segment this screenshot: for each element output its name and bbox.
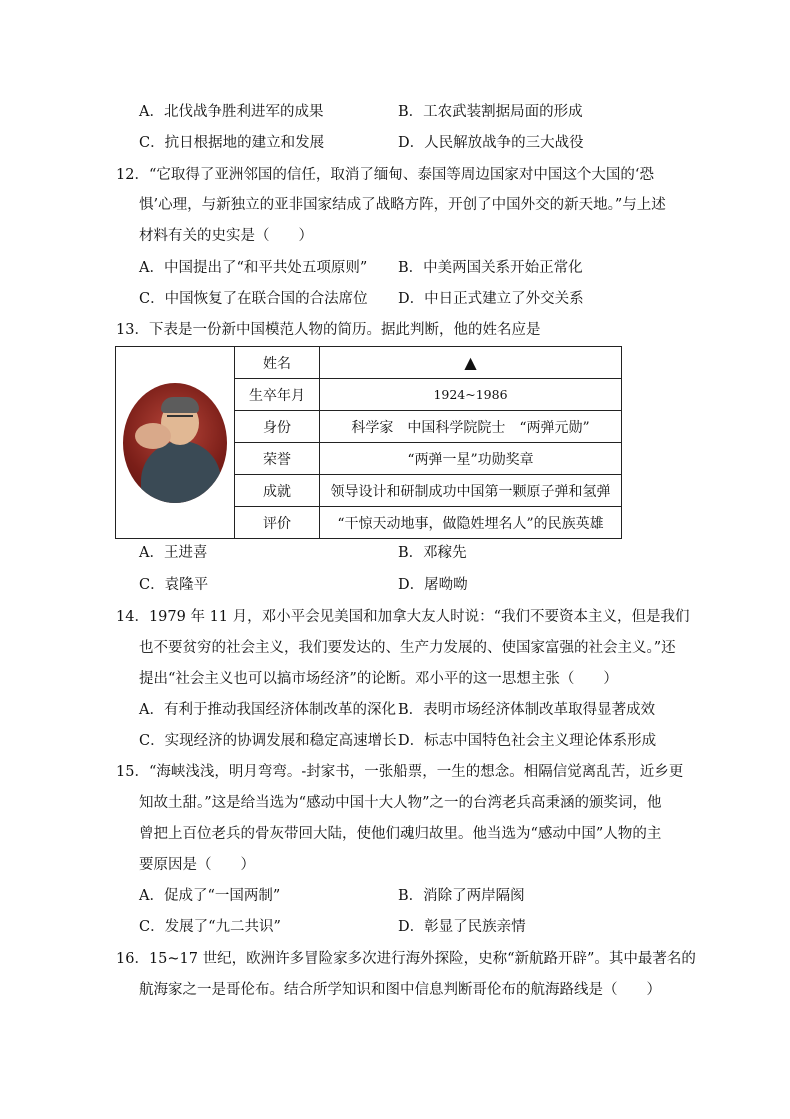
table-value-name: ▲: [320, 347, 622, 379]
q13-option-c: C．袁隆平: [139, 577, 209, 593]
q12-option-a: A．中国提出了“和平共处五项原则”: [139, 260, 368, 276]
q15-stem-line4: 要原因是（ ）: [139, 857, 255, 873]
table-value-identity: 科学家 中国科学院院士 “两弹元勋”: [320, 411, 622, 443]
q12-option-d: D．中日正式建立了外交关系: [398, 291, 584, 307]
q11-option-d: D．人民解放战争的三大战役: [398, 135, 584, 151]
table-label-evaluation: 评价: [235, 507, 320, 539]
table-label-honor: 荣誉: [235, 443, 320, 475]
q11-option-b: B．工农武装割据局面的形成: [398, 104, 583, 120]
q12-stem-line2: 惧’心理，与新独立的亚非国家结成了战略方阵，开创了中国外交的新天地。”与上述: [139, 197, 666, 213]
q15-stem-line2: 知故土甜。”这是给当选为“感动中国十大人物”之一的台湾老兵高秉涵的颁奖词，他: [139, 795, 662, 811]
q12-option-c: C．中国恢复了在联合国的合法席位: [139, 291, 368, 307]
q15-option-d: D．彰显了民族亲情: [398, 919, 526, 935]
portrait-photo: [123, 383, 227, 503]
q14-option-c: C．实现经济的协调发展和稳定高速增长: [139, 733, 397, 749]
q12-stem-line1: 12．“它取得了亚洲邻国的信任，取消了缅甸、泰国等周边国家对中国这个大国的‘恐: [116, 167, 654, 183]
q14-stem-line2: 也不要贫穷的社会主义，我们要发达的、生产力发展的、使国家富强的社会主义。”还: [139, 640, 676, 656]
table-value-honor: “两弹一星”功勋奖章: [320, 443, 622, 475]
table-value-years: 1924~1986: [320, 379, 622, 411]
table-label-years: 生卒年月: [235, 379, 320, 411]
q13-stem: 13．下表是一份新中国模范人物的简历。据此判断，他的姓名应是: [116, 322, 541, 338]
q13-option-a: A．王进喜: [139, 545, 208, 561]
q14-option-a: A．有利于推动我国经济体制改革的深化: [139, 702, 396, 718]
q15-option-a: A．促成了“一国两制”: [139, 888, 281, 904]
q15-stem-line1: 15．“海峡浅浅，明月弯弯。-封家书，一张船票，一生的想念。相隔信觉离乱苦，近乡更: [116, 764, 684, 780]
portrait-cell: [116, 347, 235, 539]
table-value-achievement: 领导设计和研制成功中国第一颗原子弹和氢弹: [320, 475, 622, 507]
table-label-achievement: 成就: [235, 475, 320, 507]
q16-stem-line1: 16．15~17 世纪，欧洲许多冒险家多次进行海外探险，史称“新航路开辟”。其中最著名的: [116, 951, 696, 967]
table-label-name: 姓名: [235, 347, 320, 379]
q16-stem-line2: 航海家之一是哥伦布。结合所学知识和图中信息判断哥伦布的航海路线是（ ）: [139, 982, 661, 998]
q11-option-c: C．抗日根据地的建立和发展: [139, 135, 325, 151]
q15-stem-line3: 曾把上百位老兵的骨灰带回大陆，使他们魂归故里。他当选为“感动中国”人物的主: [139, 826, 662, 842]
q12-option-b: B．中美两国关系开始正常化: [398, 260, 583, 276]
q12-stem-line3: 材料有关的史实是（ ）: [139, 228, 313, 244]
q14-option-b: B．表明市场经济体制改革取得显著成效: [398, 702, 656, 718]
table-value-evaluation: “干惊天动地事，做隐姓埋名人”的民族英雄: [320, 507, 622, 539]
q14-option-d: D．标志中国特色社会主义理论体系形成: [398, 733, 657, 749]
table-label-identity: 身份: [235, 411, 320, 443]
q15-option-c: C．发展了“九二共识”: [139, 919, 281, 935]
q14-stem-line3: 提出“社会主义也可以搞市场经济”的论断。邓小平的这一思想主张（ ）: [139, 671, 618, 687]
biography-table: [115, 346, 622, 539]
q14-stem-line1: 14．1979 年 11 月，邓小平会见美国和加拿大友人时说：“我们不要资本主义，但是我们: [116, 609, 690, 625]
q13-option-b: B．邓稼先: [398, 545, 467, 561]
q11-option-a: A．北伐战争胜利进军的成果: [139, 104, 324, 120]
q13-option-d: D．屠呦呦: [398, 577, 468, 593]
q15-option-b: B．消除了两岸隔阂: [398, 888, 525, 904]
